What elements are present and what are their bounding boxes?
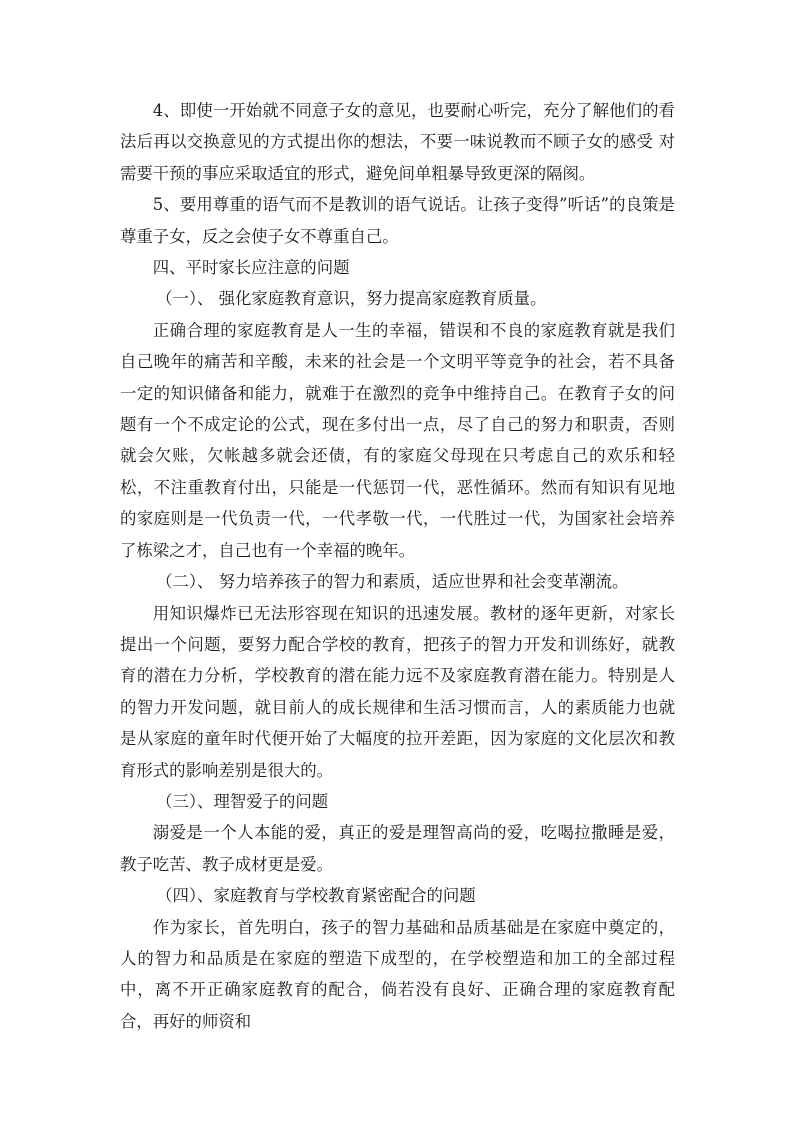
- subsection-heading-4: （四）、家庭教育与学校教育紧密配合的问题: [156, 886, 476, 906]
- document-body: [120, 95, 675, 1037]
- paragraph-knowledge: 用知识爆炸已无法形容现在知识的迅速发展。教材的逐年更新，对家长提出一个问题，要努力配合学校的教育，把孩子的智力开发和训练好，就教育的潜在力分析，学校教育的潜在能力远不及家庭教育潜在能力。特别是人的智力开发问题，就目前人的成长规律和生活习惯而言，人的素质能力也就是从家庭的童年时代便开始了大幅度的拉开差距，因为家庭的文化层次和教育形式的影响差别是很大的。: [120, 603, 675, 780]
- subsection-heading-3: （三）、理智爱子的问题: [156, 791, 329, 811]
- paragraph-family-education: 正确合理的家庭教育是人一生的幸福，错误和不良的家庭教育就是我们自己晚年的痛苦和辛酸，未来的社会是一个文明平等竞争的社会，若不具备一定的知识储备和能力，就难于在激烈的竞争中维持自己。在教育子女的问题有一个不成定论的公式，现在多付出一点，尽了自己的努力和职责，否则就会欠账，欠帐越多就会还债，有的家庭父母现在只考虑自己的欢乐和轻松，不注重教育付出，只能是一代惩罚一代，恶性循环。然而有知识有见地的家庭则是一代负责一代，一代孝敬一代，一代胜过一代，为国家社会培养了栋梁之才，自己也有一个幸福的晚年。: [120, 320, 675, 560]
- paragraph-item-4: 4、即使一开始就不同意子女的意见，也要耐心听完，充分了解他们的看法后再以交换意见的方式提出你的想法，不要一味说教而不顾子女的感受 对需要干预的事应采取适宜的形式，避免间单粗暴导致更深的隔阂。: [120, 101, 675, 183]
- subsection-heading-1: （一）、 强化家庭教育意识，努力提高家庭教育质量。: [156, 289, 547, 309]
- subsection-heading-2: （二）、 努力培养孩子的智力和素质，适应世界和社会变革潮流。: [156, 572, 629, 592]
- paragraph-love: 溺爱是一个人本能的爱，真正的爱是理智高尚的爱，吃喝拉撒睡是爱，教子吃苦、教子成材更是爱。: [120, 823, 675, 874]
- section-heading: 四、平时家长应注意的问题: [152, 258, 350, 278]
- paragraph-item-5: 5、要用尊重的语气而不是教训的语气说话。让孩子变得”听话”的良策是尊重子女，反之会使子女不尊重自己。: [120, 195, 675, 246]
- paragraph-cooperation: 作为家长，首先明白，孩子的智力基础和品质基础是在家庭中奠定的，人的智力和品质是在家庭的塑造下成型的，在学校塑造和加工的全部过程中，离不开正确家庭教育的配合，倘若没有良好、正确合理的家庭教育配合，再好的师资和: [120, 917, 675, 1031]
